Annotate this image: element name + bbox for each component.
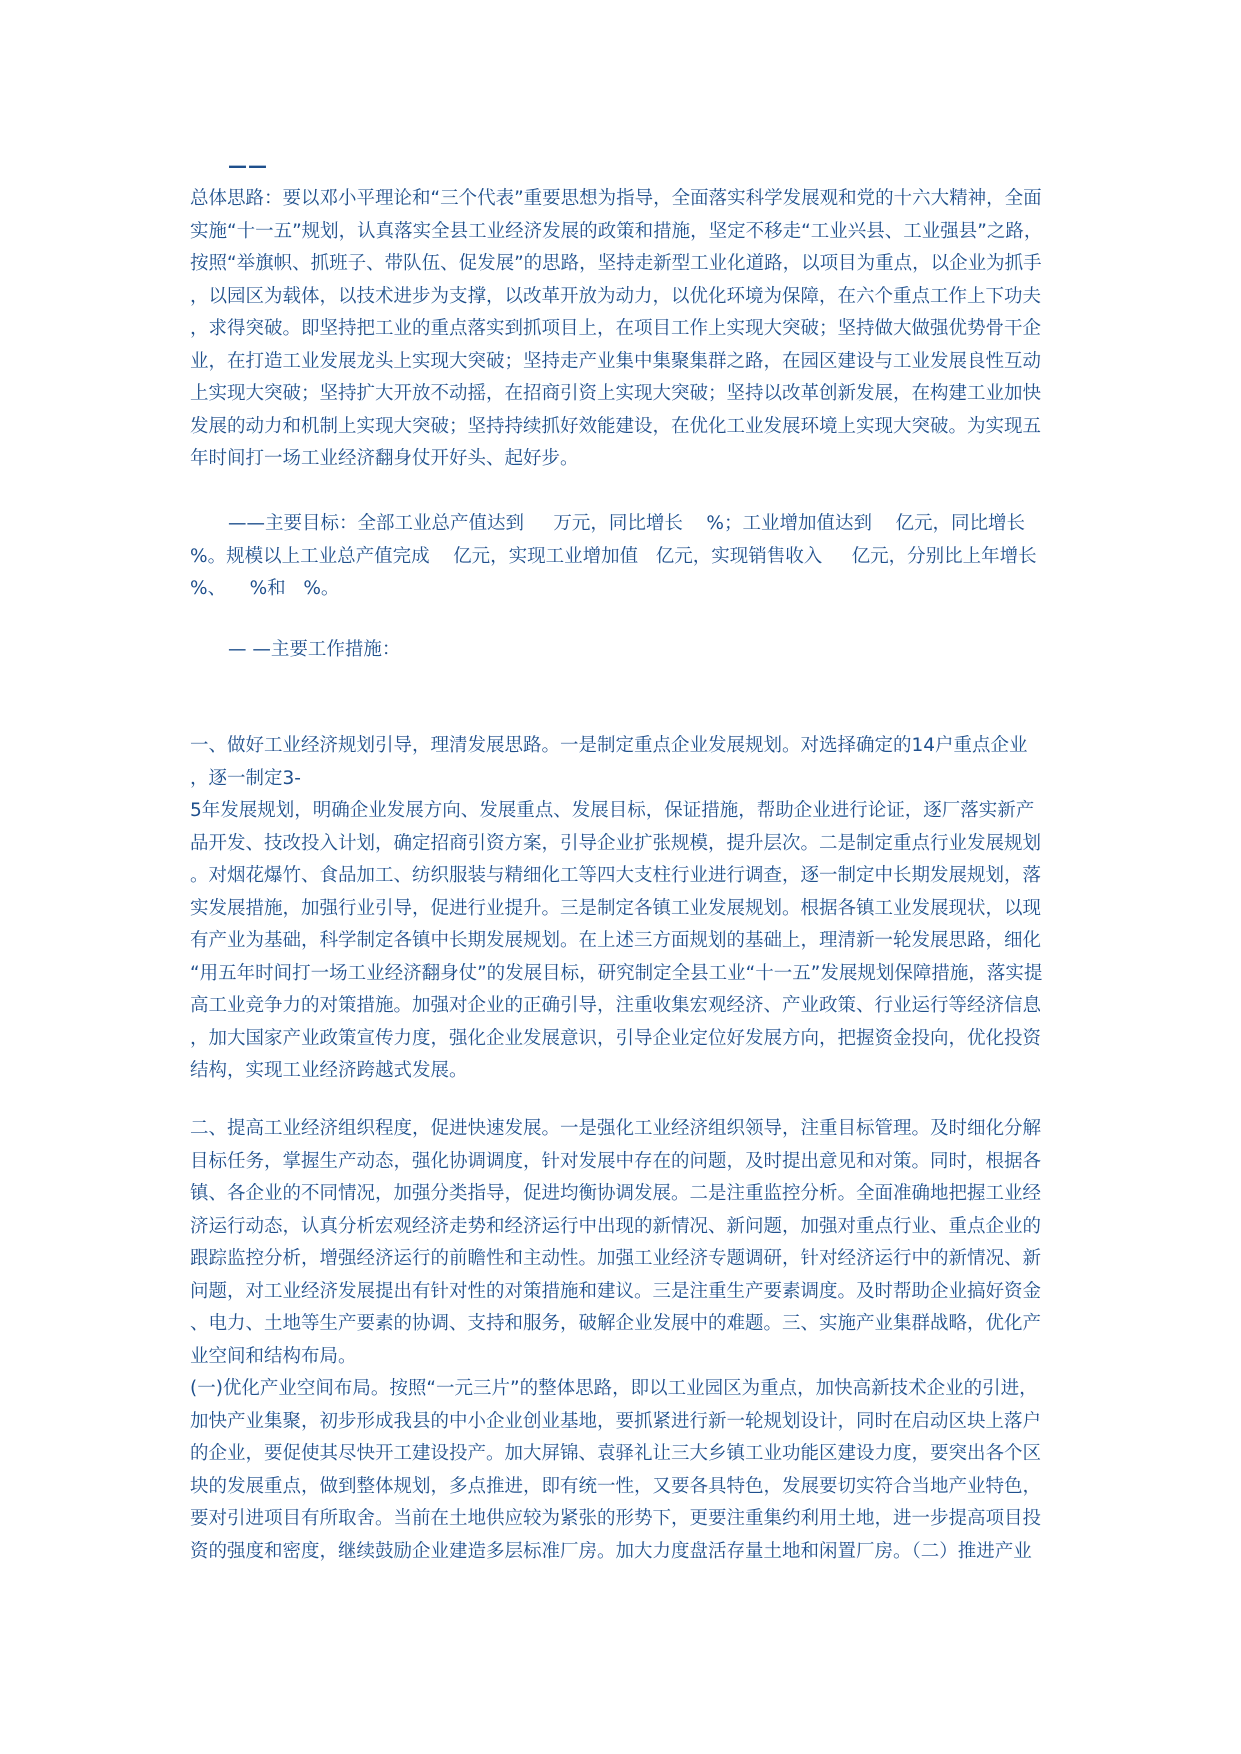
text-line: 有产业为基础，科学制定各镇中长期发展规划。在上述三方面规划的基础上，理清新一轮发展思路，细化 [190,930,1042,951]
text-line: 要对引进项目有所取舍。当前在土地供应较为紧张的形势下，更要注重集约利用土地，进一步提高项目投 [190,1508,1042,1529]
text-line: 业空间和结构布局。 [190,1345,357,1367]
text-line: %、 %和 %。 [190,578,340,599]
text-line: 按照“举旗帜、抓班子、带队伍、促发展”的思路，坚持走新型工业化道路，以项目为重点，以企业为抓手 [190,253,1042,274]
text-line: “用五年时间打一场工业经济翻身仗”的发展目标，研究制定全县工业“十一五”发展规划保障措施，落实提 [190,962,1043,984]
text-line: 。对烟花爆竹、食品加工、纺织服装与精细化工等四大支柱行业进行调查，逐一制定中长期发展规划，落 [190,865,1042,886]
goals-paragraph [190,508,1070,606]
text-line: 资的强度和密度，继续鼓励企业建造多层标准厂房。加大力度盘活存量土地和闲置厂房。（二）推进产业 [190,1540,1032,1562]
section-2-paragraph [190,1113,1070,1568]
overall-paragraph [190,183,1070,476]
text-line: 一、做好工业经济规划引导，理清发展思路。一是制定重点企业发展规划。对选择确定的14户重点企业 [190,735,1028,756]
text-line: 济运行动态，认真分析宏观经济走势和经济运行中出现的新情况、新问题，加强对重点行业、重点企业的 [190,1215,1042,1237]
text-line: 结构，实现工业经济跨越式发展。 [190,1060,468,1081]
text-line: 高工业竞争力的对策措施。加强对企业的正确引导，注重收集宏观经济、产业政策、行业运行等经济信息 [190,995,1042,1016]
text-line: 的企业，要促使其尽快开工建设投产。加大屏锦、袁驿礼让三大乡镇工业功能区建设力度，要突出各个区 [190,1443,1042,1464]
text-line: 业，在打造工业发展龙头上实现大突破；坚持走产业集中集聚集群之路，在园区建设与工业发展良性互动 [190,350,1042,372]
text-line: ，加大国家产业政策宣传力度，强化企业发展意识，引导企业定位好发展方向，把握资金投向，优化投资 [190,1027,1042,1049]
heading-text: — —主要工作措施： [228,639,401,660]
text-line: ，以园区为载体，以技术进步为支撑，以改革开放为动力，以优化环境为保障，在六个重点工作上下功夫 [190,285,1042,307]
text-line: ，逐一制定3- [190,767,301,789]
text-line: 实发展措施，加强行业引导，促进行业提升。三是制定各镇工业发展规划。根据各镇工业发展现状，以现 [190,897,1042,919]
text-line: 二、提高工业经济组织程度，促进快速发展。一是强化工业经济组织领导，注重目标管理。及时细化分解 [190,1118,1042,1139]
text-line: 品开发、技改投入计划，确定招商引资方案，引导企业扩张规模，提升层次。二是制定重点行业发展规划 [190,832,1042,854]
text-line: 发展的动力和机制上实现大突破；坚持持续抓好效能建设，在优化工业发展环境上实现大突破。为实现五 [190,415,1042,437]
text-line: 总体思路：要以邓小平理论和“三个代表”重要思想为指导，全面落实科学发展观和党的十六大精神，全面 [190,188,1042,209]
text-line: ，求得突破。即坚持把工业的重点落实到抓项目上，在项目工作上实现大突破；坚持做大做强优势骨干企 [190,318,1042,339]
text-line: ——主要目标：全部工业总产值达到 万元，同比增长 %；工业增加值达到 亿元，同比增长 [228,513,1026,534]
text-line: %。规模以上工业总产值完成 亿元，实现工业增加值 亿元，实现销售收入 亿元，分别比上年增长 [190,545,1037,567]
text-line: (一)优化产业空间布局。按照“一元三片”的整体思路，即以工业园区为重点，加快高新技术企业的引进， [190,1378,1038,1399]
text-line: 镇、各企业的不同情况，加强分类指导，促进均衡协调发展。二是注重监控分析。全面准确地把握工业经 [190,1183,1042,1204]
measures-heading [190,634,1070,667]
text-line: 、电力、土地等生产要素的协调、支持和服务，破解企业发展中的难题。三、实施产业集群战略，优化产 [190,1313,1042,1334]
text-line: 上实现大突破；坚持扩大开放不动摇，在招商引资上实现大突破；坚持以改革创新发展，在构建工业加快 [190,383,1042,404]
text-line: 问题，对工业经济发展提出有针对性的对策措施和建议。三是注重生产要素调度。及时帮助企业搞好资金 [190,1280,1042,1302]
section-1-paragraph [190,730,1070,1088]
text-line: 块的发展重点，做到整体规划，多点推进，即有统一性，又要各具特色，发展要切实符合当地产业特色， [190,1475,1042,1497]
text-line: 实施“十一五”规划，认真落实全县工业经济发展的政策和措施，坚定不移走“工业兴县、工业强县”之路， [190,220,1043,242]
text-line: 目标任务，掌握生产动态，强化协调调度，针对发展中存在的问题，及时提出意见和对策。同时，根据各 [190,1150,1042,1172]
text-line: 5年发展规划，明确企业发展方向、发展重点、发展目标，保证措施，帮助企业进行论证，逐厂落实新产 [190,800,1035,821]
text-line: 加快产业集聚，初步形成我县的中小企业创业基地，要抓紧进行新一轮规划设计，同时在启动区块上落户 [190,1410,1042,1432]
text-line: 年时间打一场工业经济翻身仗开好头、起好步。 [190,448,579,469]
text-line: 跟踪监控分析，增强经济运行的前瞻性和主动性。加强工业经济专题调研，针对经济运行中的新情况、新 [190,1248,1042,1269]
intro-dash: —— [228,155,268,177]
